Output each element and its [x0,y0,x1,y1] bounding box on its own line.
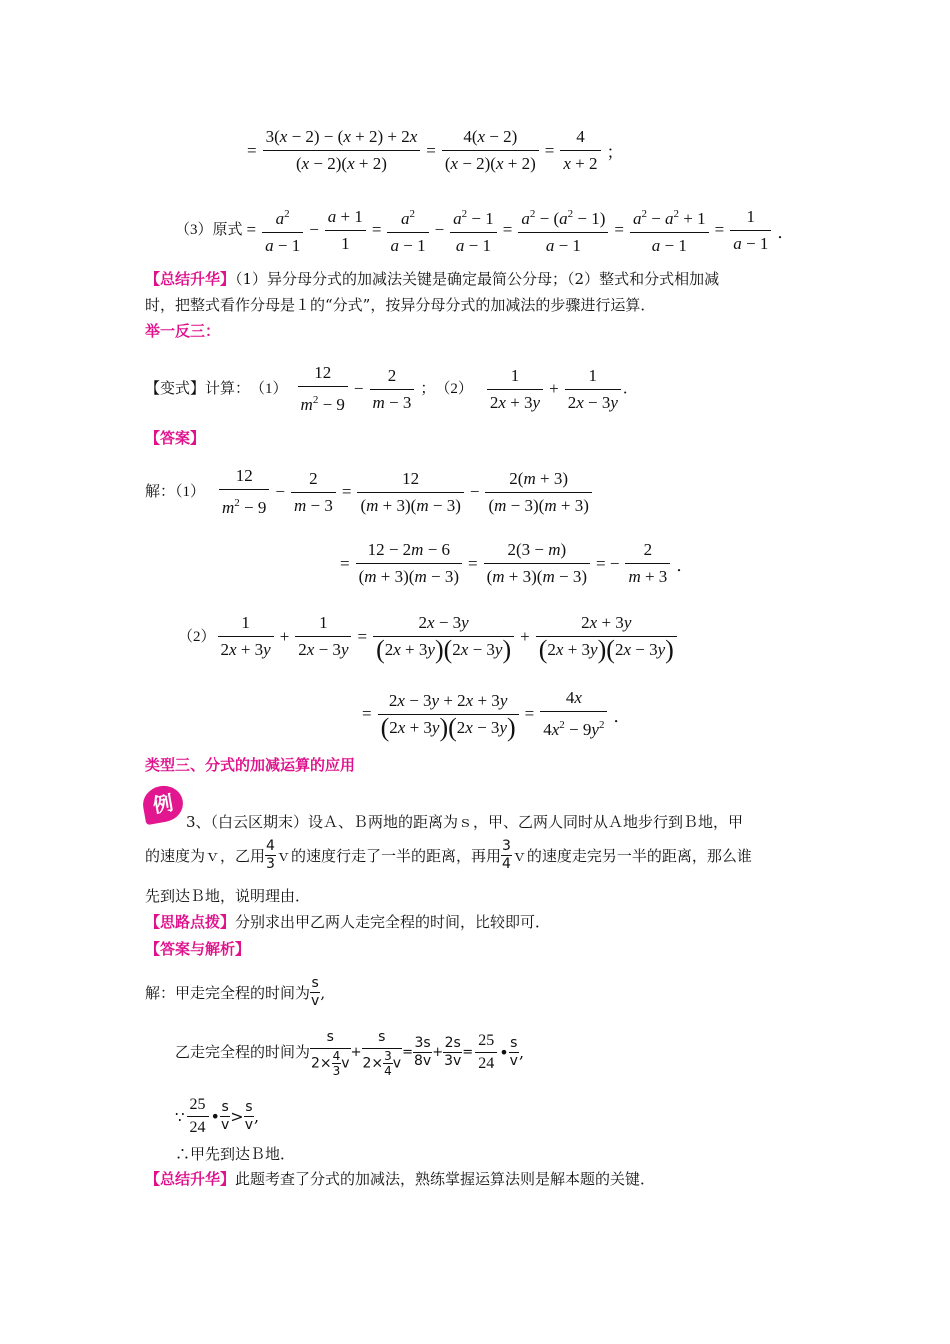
analysis-because: ∵ $\frac{25}{24}$ • s v > s v , [175,1096,260,1136]
example-line2-part-c: ｖ的速度走完另一半的距离，那么谁 [511,846,752,865]
hint-text: 分别求出甲乙两人走完全程的时间，比较即可． [235,913,551,931]
period: ． [622,381,638,397]
solution-part1-line2: = $\frac{12 - 2m - 6}{(m + 3)(m - 3)}$ = $\frac{2(3 - m)}{(m + 3)(m - 3)}$ = − $\frac{2}{m + 3}$ ． [336,537,697,590]
solution-part2-label: （2） [178,628,216,645]
example-line3: 先到达Ｂ地，说明理由． [145,887,311,905]
type3-heading: 类型三、分式的加减运算的应用 [145,756,356,774]
solution-part1-line1: 解：（1） $\frac{12}{m^2 - 9}$ − $\frac{2}{m - 3}$ = $\frac{12}{(m + 3)(m - 3)}$ − $\frac{2(m + 3)}{(m - 3)(m + 3)}$ [145,463,594,521]
solution-part2-line2: = $\frac{2x - 3y + 2x + 3y}{(2x + 3y)(2x - 3y)}$ = $\frac{4x}{4x^2 - 9y^2}$ ． [358,685,634,743]
equation-line-2-continued: = $\frac{3(x - 2) - (x + 2) + 2x}{(x - 2)(x + 2)}$ = $\frac{4(x - 2)}{(x - 2)(x + 2)}$ = $\frac{4}{x + 2}$ ； [243,124,628,177]
example-line2 [145,838,752,873]
variant-label: 【变式】计算： [145,381,251,397]
step3-label: （3）原式 [175,222,243,238]
analysis-text-2: 乙走完全程的时间为 [175,1043,311,1061]
analysis-label: 【答案与解析】 [145,940,251,958]
equation-line-3: （3）原式 = $\frac{a^2}{a - 1}$ − $\frac{a + 1}{1}$ = $\frac{a^2}{a - 1}$ − $\frac{a^2 - 1}{a - 1}$ = $\frac{a^2 - (a^2 - 1)}{a - 1}$ = $\frac{a^2 - a^2 + 1}{a - 1}$ = $\frac{1}{a - 1}$ ． [175,201,798,259]
fraction: $\frac{3(x - 2) - (x + 2) + 2x}{(x - 2)(x + 2)}$ [263,124,421,177]
summary-text-line1: （1）异分母分式的加减法关键是确定最简公分母；（2）整式和分式相加减 [235,270,720,288]
fraction-four-thirds: 4 3 [266,838,275,872]
summary-paragraph-1 [145,268,719,290]
practice-heading: 举一反三： [145,322,221,340]
example-line2-part-a: 的速度为ｖ，乙用 [145,846,266,865]
summary2-label: 【总结升华】 [145,1170,236,1188]
summary-paragraph-1-line2 [145,294,655,316]
separator: ； [420,381,436,397]
summary-paragraph-2 [145,1168,655,1190]
summary-label: 【总结升华】 [145,270,236,288]
part-1-label: （1） [250,381,288,397]
example-badge: 例 [140,783,186,825]
analysis-line1: 解：甲走完全程的时间为 s v , [145,975,326,1009]
fraction-three-quarters: 3 4 [501,838,511,872]
solution-intro: 解：（1） [145,484,206,500]
example-line1: 3、（白云区期末）设Ａ、Ｂ两地的距离为ｓ，甲、乙两人同时从Ａ地步行到Ｂ地，甲 [186,813,744,831]
analysis-text-1: 解：甲走完全程的时间为 [145,983,311,1002]
hint-paragraph [145,911,550,933]
fraction: $\frac{4(x - 2)}{(x - 2)(x + 2)}$ [442,124,539,177]
because-symbol: ∵ [175,1107,185,1126]
fraction: $\frac{4}{x + 2}$ [560,124,600,177]
solution-part2-line1: （2） $\frac{1}{2x + 3y}$ + $\frac{1}{2x - 3y}$ = $\frac{2x - 3y}{(2x + 3y)(2x - 3y)}$ + $\frac{2x + 3y}{(2x + 3y)(2x - 3y)}$ [178,610,679,663]
analysis-line2: 乙走完全程的时间为 s 2× $\frac{4}{3}$ v + s 2× $\frac{3}{4}$ v = $\frac{3s}{8v}$ + $\frac{2s}{3v}$ = $\frac{25}{24}$ • s v , [175,1026,524,1078]
answer-label: 【答案】 [145,429,206,447]
analysis-conclusion: ∴甲先到达Ｂ地． [175,1145,296,1163]
hint-label: 【思路点拨】 [145,913,236,931]
variant-problem: 【变式】计算： （1） $\frac{12}{m^2 - 9}$ − $\frac{2}{m - 3}$ ； （2） $\frac{1}{2x + 3y}$ + $\frac{1}{2x - 3y}$ ． [145,360,638,418]
example-line2-part-b: ｖ的速度行走了一半的距离，再用 [275,846,501,865]
part-2-label: （2） [435,381,473,397]
summary-text-line2: 时，把整式看作分母是１的“分式”，按异分母分式的加减法的步骤进行运算． [145,296,656,314]
summary2-text: 此题考查了分式的加减法，熟练掌握运算法则是解本题的关键． [235,1170,656,1188]
